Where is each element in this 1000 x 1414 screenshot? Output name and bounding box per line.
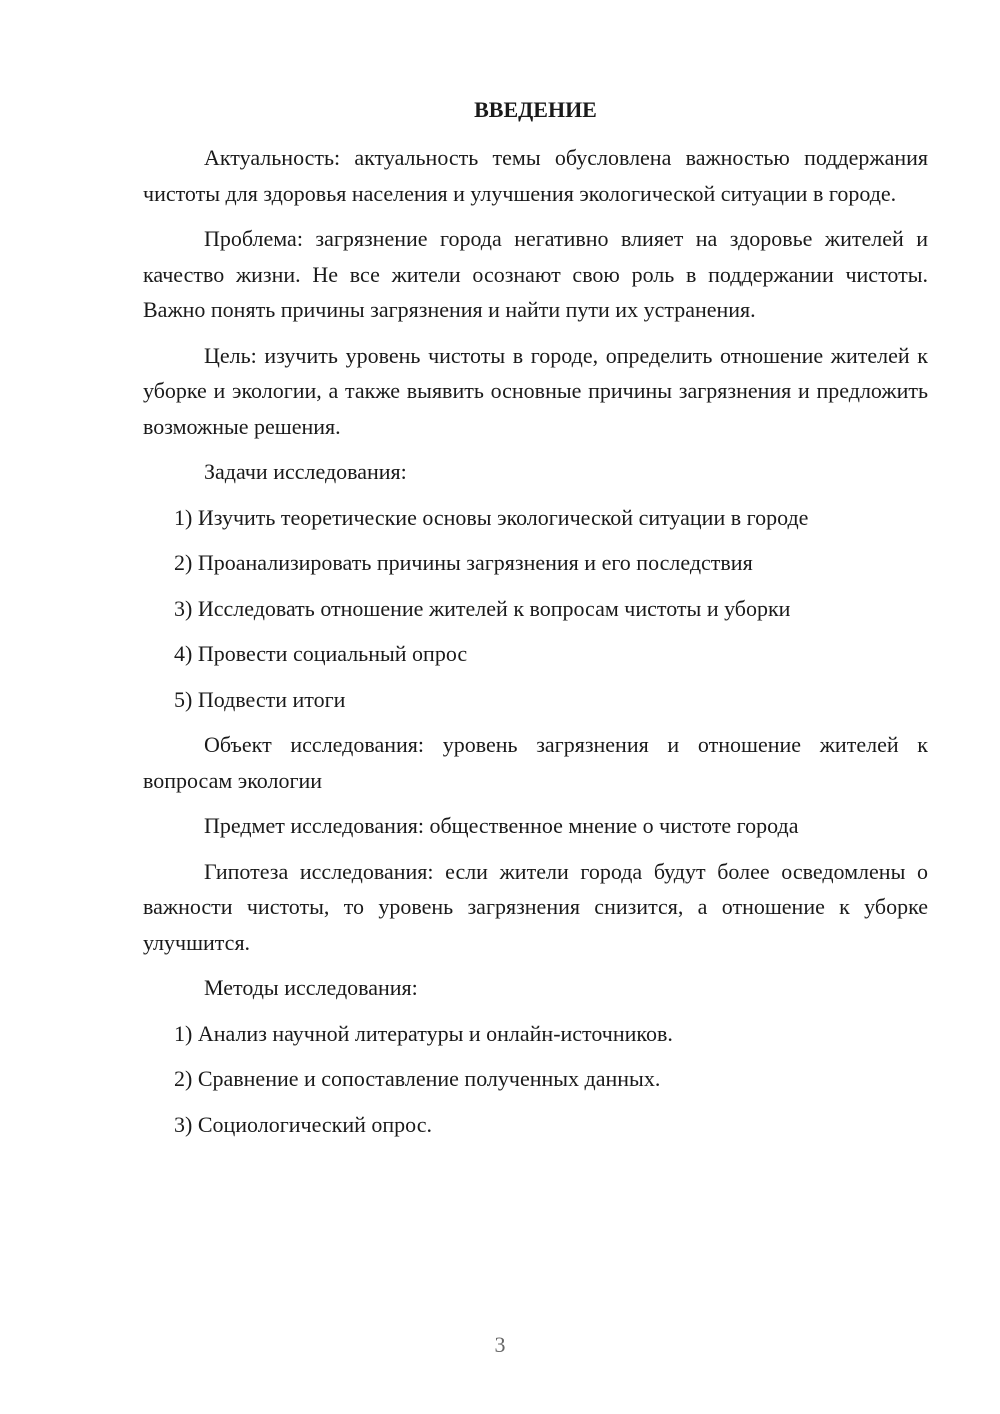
method-item: 3) Социологический опрос. (174, 1111, 432, 1137)
paragraph-relevance: Актуальность: актуальность темы обусловлена важностью поддержания чистоты для здоровья населения и улучшения экологической ситуации в городе. (143, 145, 928, 206)
method-item: 1) Анализ научной литературы и онлайн-источников. (174, 1020, 673, 1046)
task-item: 1) Изучить теоретические основы экологической ситуации в городе (174, 504, 809, 530)
paragraph-subject: Предмет исследования: общественное мнение о чистоте города (204, 813, 799, 838)
paragraph-problem: Проблема: загрязнение города негативно влияет на здоровье жителей и качество жизни. Не все жители осознают свою роль в поддержании чистоты. Важно понять причины загрязнения и найти пути их устранения. (143, 226, 928, 322)
paragraph-hypothesis: Гипотеза исследования: если жители города будут более осведомлены о важности чистоты, то уровень загрязнения снизится, а отношение к уборке улучшится. (143, 858, 928, 955)
paragraph-object: Объект исследования: уровень загрязнения и отношение жителей к вопросам экологии (143, 732, 928, 793)
paragraph-goal: Цель: изучить уровень чистоты в городе, определить отношение жителей к уборке и экологии, а также выявить основные причины загрязнения и предложить возможные решения. (143, 342, 928, 439)
document-page (143, 92, 928, 1152)
section-title: ВВЕДЕНИЕ (474, 97, 597, 122)
methods-heading: Методы исследования: (204, 975, 418, 1000)
tasks-heading: Задачи исследования: (204, 459, 407, 484)
page-number: 3 (494, 1332, 506, 1357)
task-item: 5) Подвести итоги (174, 686, 346, 712)
task-item: 4) Провести социальный опрос (174, 641, 468, 666)
task-item: 3) Исследовать отношение жителей к вопросам чистоты и уборки (174, 595, 791, 621)
method-item: 2) Сравнение и сопоставление полученных данных. (174, 1066, 661, 1091)
task-item: 2) Проанализировать причины загрязнения и его последствия (174, 550, 753, 575)
